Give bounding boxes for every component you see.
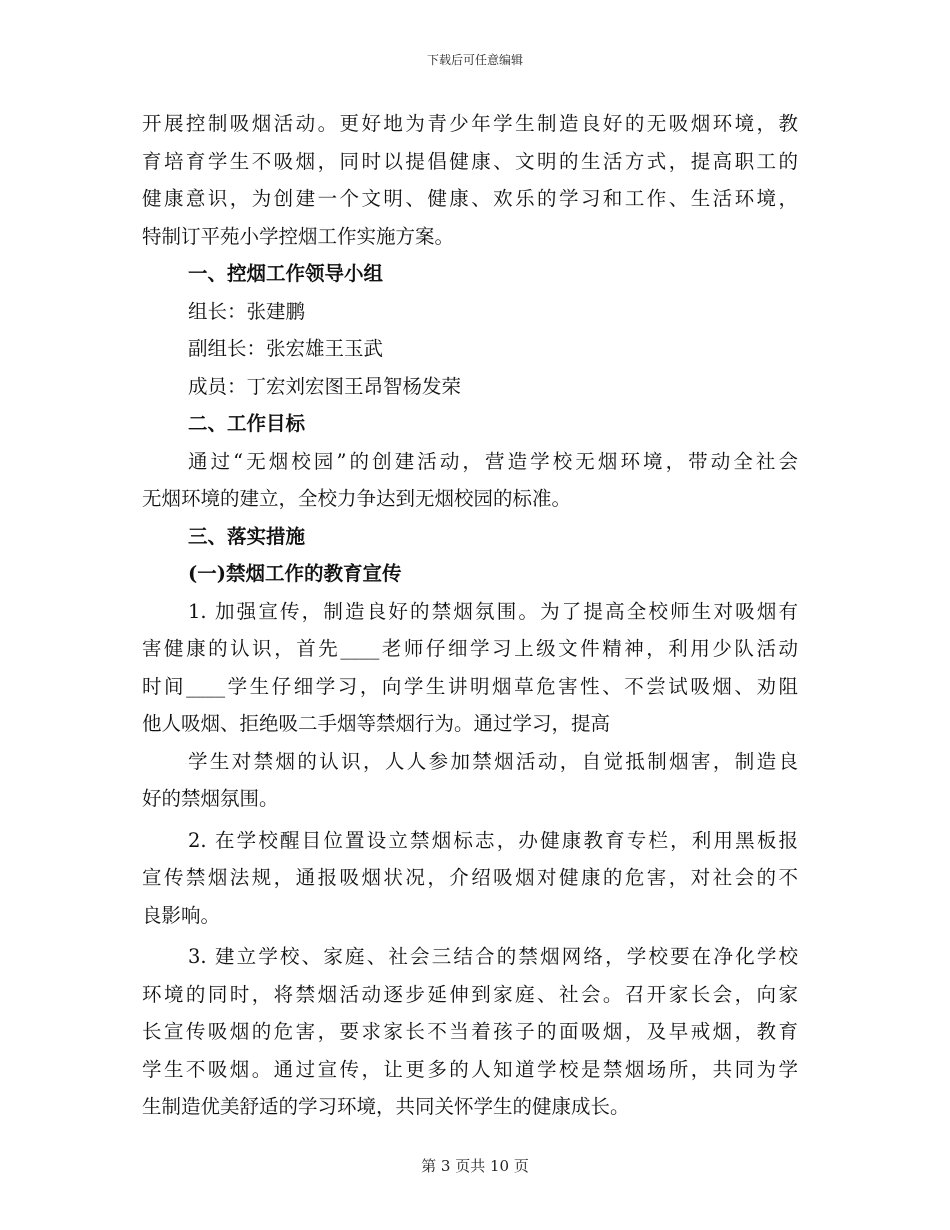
paragraph-line: 学生对禁烟的认识，人人参加禁烟活动，自觉抵制烟害，制造良 (188, 749, 798, 773)
paragraph-line: 1. 加强宣传，制造良好的禁烟氛围。为了提高全校师生对吸烟有 (188, 599, 798, 623)
paragraph-line: 他人吸烟、拒绝吸二手烟等禁烟行为。通过学习，提高 (142, 712, 611, 735)
page-header: 下载后可任意编辑 (426, 53, 523, 67)
deputy-line: 副组长：张宏雄王玉武 (188, 337, 384, 360)
paragraph-line: 时间____学生仔细学习，向学生讲明烟草危害性、不尝试吸烟、劝阻 (142, 674, 798, 698)
paragraph-line: 良影响。 (142, 903, 221, 927)
intro-line: 开展控制吸烟活动。更好地为青少年学生制造良好的无吸烟环境，教 (142, 112, 798, 135)
subsection-heading: (一)禁烟工作的教育宣传 (188, 562, 402, 585)
paragraph-line: 学生不吸烟。通过宣传，让更多的人知道学校是禁烟场所，共同为学 (142, 1057, 798, 1081)
paragraph-line: 2. 在学校醒目位置设立禁烟标志，办健康教育专栏，利用黑板报 (188, 828, 798, 852)
section-heading: 二、工作目标 (188, 412, 306, 435)
paragraph-line: 好的禁烟氛围。 (142, 787, 279, 810)
leader-line: 组长：张建鹏 (188, 299, 306, 323)
intro-line: 育培育学生不吸烟，同时以提倡健康、文明的生活方式，提高职工的 (142, 149, 798, 173)
members-line: 成员：丁宏刘宏图王昂智杨发荣 (188, 374, 462, 398)
section-heading: 三、落实措施 (188, 524, 306, 548)
paragraph-line: 无烟环境的建立，全校力争达到无烟校园的标准。 (142, 487, 572, 510)
intro-line: 健康意识，为创建一个文明、健康、欢乐的学习和工作、生活环境， (142, 187, 798, 210)
section-heading: 一、控烟工作领导小组 (188, 262, 384, 285)
intro-line: 特制订平苑小学控烟工作实施方案。 (142, 224, 455, 248)
paragraph-line: 长宣传吸烟的危害，要求家长不当着孩子的面吸烟，及早戒烟，教育 (142, 1020, 798, 1043)
paragraph-line: 宣传禁烟法规，通报吸烟状况，介绍吸烟对健康的危害，对社会的不 (142, 866, 798, 889)
page-footer: 第 3 页共 10 页 (421, 1157, 529, 1175)
paragraph-line: 通过“无烟校园”的创建活动，营造学校无烟环境，带动全社会 (188, 449, 798, 473)
paragraph-line: 生制造优美舒适的学习环境，共同关怀学生的健康成长。 (142, 1095, 630, 1118)
document-body (142, 105, 798, 1126)
paragraph-line: 3. 建立学校、家庭、社会三结合的禁烟网络，学校要在净化学校 (188, 945, 798, 968)
paragraph-line: 环境的同时，将禁烟活动逐步延伸到家庭、社会。召开家长会，向家 (142, 982, 798, 1006)
paragraph-line: 害健康的认识，首先____老师仔细学习上级文件精神，利用少队活动 (142, 637, 798, 660)
